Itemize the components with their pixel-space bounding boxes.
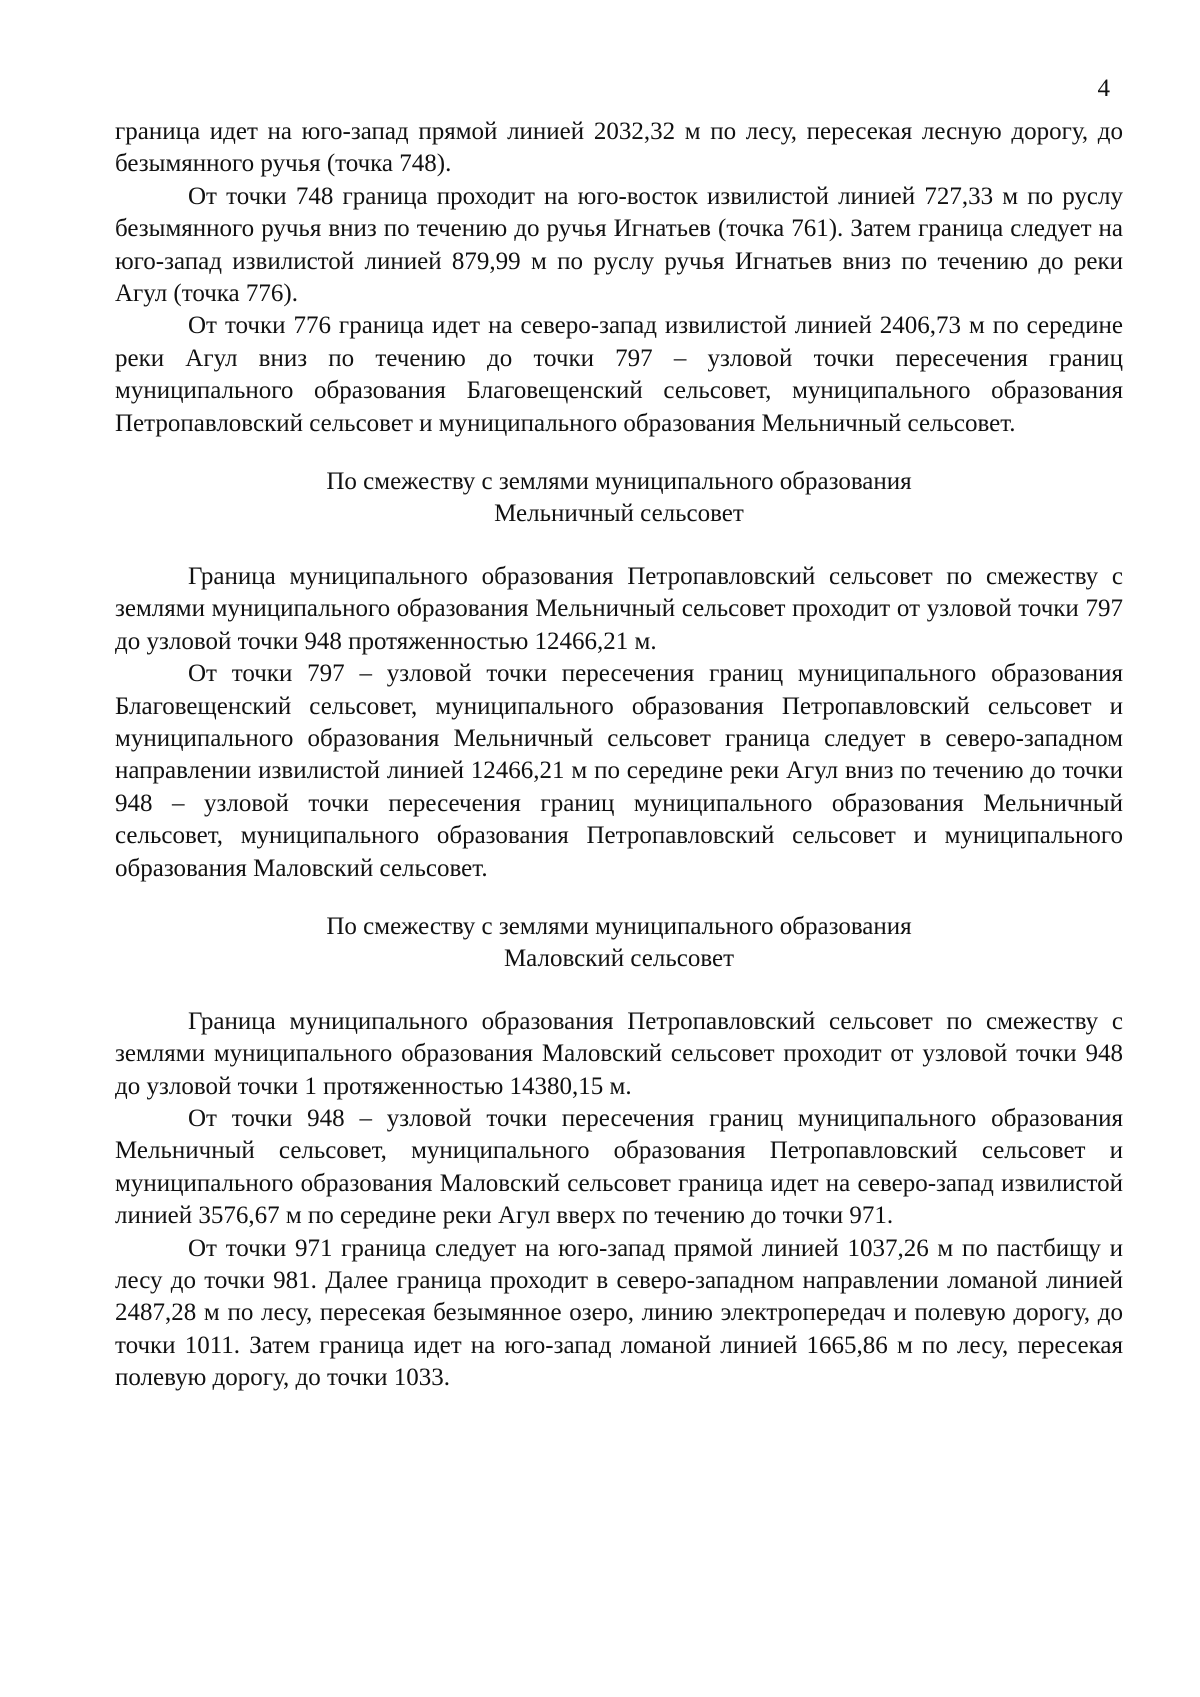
paragraph: От точки 776 граница идет на северо-запад извилистой линией 2406,73 м по середине реки Агул вниз по течению до точки 797 – узловой точки пересечения границ муниципального образования Благовещенский сельсовет, муниципального образования Петропавловский сельсовет и муниципального образования Мельничный сельсовет. <box>115 312 1123 437</box>
section-heading-melnichny <box>115 466 1123 531</box>
section-heading-line: Мельничный сельсовет <box>494 500 744 528</box>
section-heading-line: По смежеству с землями муниципального образования <box>326 912 912 940</box>
paragraph: От точки 748 граница проходит на юго-восток извилистой линией 727,33 м по руслу безымянного ручья вниз по течению до ручья Игнатьев (точка 761). Затем граница следует на юго-запад извилистой линией 879,99 м по руслу ручья Игнатьев вниз по течению до реки Агул (точка 776). <box>115 182 1123 308</box>
paragraph-continuation: граница идет на юго-запад прямой линией 2032,32 м по лесу, пересекая лесную дорогу, до безымянного ручья (точка 748). <box>115 118 1123 178</box>
paragraph: Граница муниципального образования Петропавловский сельсовет по смежеству с землями муниципального образования Маловский сельсовет проходит от узловой точки 948 до узловой точки 1 протяженностью 14380,15 м. <box>115 1007 1123 1100</box>
section-heading-malovsky <box>115 911 1123 976</box>
page-number: 4 <box>1097 75 1110 102</box>
paragraph: От точки 971 граница следует на юго-запад прямой линией 1037,26 м по пастбищу и лесу до точки 981. Далее граница проходит в северо-западном направлении ломаной линией 2487,28 м по лесу, пересекая безымянное озеро, линию электропередач и полевую дорогу, до точки 1011. Затем граница идет на юго-запад ломаной линией 1665,86 м по лесу, пересекая полевую дорогу, до точки 1033. <box>115 1234 1123 1392</box>
section-heading-line: По смежеству с землями муниципального образования <box>326 468 912 496</box>
paragraph: От точки 797 – узловой точки пересечения границ муниципального образования Благовещенский сельсовет, муниципального образования Петропавловский сельсовет и муниципального образования Мельничный сельсовет граница следует в северо-западном направлении извилистой линией 12466,21 м по середине реки Агул вниз по течению до точки 948 – узловой точки пересечения границ муниципального образования Мельничный сельсовет, муниципального образования Петропавловский сельсовет и муниципального образования Маловский сельсовет. <box>115 660 1123 882</box>
section-heading-line: Маловский сельсовет <box>503 945 735 973</box>
paragraph: От точки 948 – узловой точки пересечения границ муниципального образования Мельничный сельсовет, муниципального образования Петропавловский сельсовет и муниципального образования Маловский сельсовет граница идет на северо-запад извилистой линией 3576,67 м по середине реки Агул вверх по течению до точки 971. <box>115 1104 1123 1230</box>
paragraph: Граница муниципального образования Петропавловский сельсовет по смежеству с землями муниципального образования Мельничный сельсовет проходит от узловой точки 797 до узловой точки 948 протяженностью 12466,21 м. <box>115 562 1123 655</box>
document-body <box>115 116 1123 1395</box>
